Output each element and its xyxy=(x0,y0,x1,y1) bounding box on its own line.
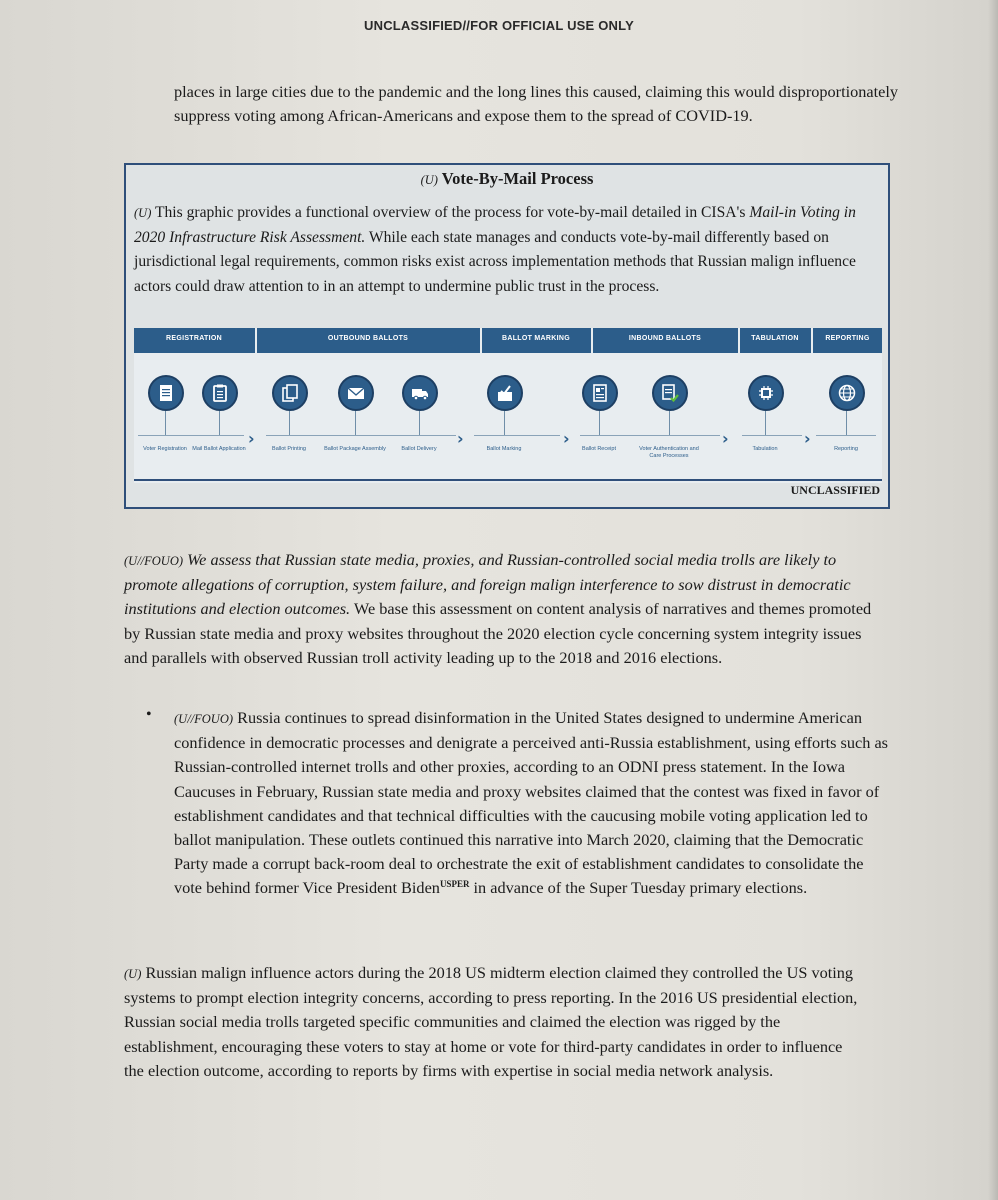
step-stem xyxy=(165,411,166,435)
box-body-part2: While each state manages and conducts vote-by-mail differently based on jurisdictional legal requirements, common risks exist across implementation methods that Russian malign influence actors could draw attention to in an attempt to undermine public trust in the process. xyxy=(134,228,856,295)
step-label-voter-registration: Voter Registration xyxy=(143,446,187,452)
box-title xyxy=(126,169,888,189)
assessment-key-judgment: We assess that Russian state media, proxies, and Russian-controlled social media trolls are likely to promote allegations of corruption, system failure, and foreign malign interference to sow distrust in democratic institutions and election outcomes. xyxy=(124,550,851,619)
step-stem xyxy=(219,411,220,435)
process-graphic xyxy=(134,328,882,483)
phase-inbound-ballots: INBOUND BALLOTS xyxy=(628,335,702,342)
step-stem xyxy=(289,411,290,435)
bullet-text-end: in advance of the Super Tuesday primary elections. xyxy=(473,878,808,898)
ballot-box-icon xyxy=(487,375,523,411)
chevron-right-icon: › xyxy=(457,429,464,448)
chevron-right-icon: › xyxy=(722,429,729,448)
phase-reporting: REPORTING xyxy=(825,335,870,342)
step-label-tabulation: Tabulation xyxy=(752,446,778,452)
bullet-text: Russia continues to spread disinformation in the United States designed to undermine American confidence in democratic processes and denigrate a perceived anti-Russia establishment, using efforts such as Russian-controlled internet trolls and other proxies, according to an ODNI press statement. In the Iowa Caucuses in February, Russian state media and proxy websites claimed that the contest was fixed in favor of establishment candidates and that technical difficulties with the caucusing mobile voting application led to ballot manipulation. These outlets continued this narrative into March 2020, claiming that the Democratic Party made a corrupt back-room deal to orchestrate the exit of establishment candidates to consolidate the vote behind former Vice President Biden xyxy=(174,708,889,898)
step-label-reporting: Reporting xyxy=(834,446,858,452)
step-stem xyxy=(504,411,505,435)
box-body-part1: This graphic provides a functional overview of the process for vote-by-mail detailed in CISA's xyxy=(154,204,746,221)
step-label-ballot-printing: Ballot Printing xyxy=(272,446,306,452)
step-stem xyxy=(765,411,766,435)
timeline-segment xyxy=(138,435,244,436)
box-body-marking: (U) xyxy=(134,206,152,220)
page-edge-shadow xyxy=(988,0,998,1200)
step-stem xyxy=(846,411,847,435)
box-title-marking: (U) xyxy=(420,173,438,187)
timeline-segment xyxy=(816,435,876,436)
assessment-basis: We base this assessment on content analysis of narratives and themes promoted by Russian state media and proxy websites throughout the 2020 election cycle concerning system integrity issues and parallels with observed Russian troll activity leading up to the 2018 and 2016 elections. xyxy=(124,599,872,667)
step-label-ballot-package-assembly: Ballot Package Assembly xyxy=(324,446,386,452)
document-icon xyxy=(148,375,184,411)
assessment-marking: (U//FOUO) xyxy=(124,554,184,568)
step-label-ballot-marking: Ballot Marking xyxy=(486,446,522,452)
step-label-ballot-receipt: Ballot Receipt xyxy=(582,446,616,452)
server-icon xyxy=(748,375,784,411)
final-text: Russian malign influence actors during the 2018 US midterm election claimed they controlled the US voting systems to prompt election integrity concerns, according to press reporting. In the 2016 US presidential election, Russian social media trolls targeted specific communities and claimed the election was rigged by the establishment, encouraging these voters to stay at home or vote for third-party candidates in order to influence the election outcome, according to reports by firms with expertise in social media network analysis. xyxy=(124,963,858,1080)
phase-tabulation: TABULATION xyxy=(751,335,799,342)
box-footer xyxy=(134,479,882,501)
intro-paragraph: places in large cities due to the pandemic and the long lines this caused, claiming this would disproportionately suppress voting among African-Americans and expose them to the spread of COVID-19. xyxy=(174,82,899,126)
chevron-right-icon: › xyxy=(804,429,811,448)
timeline-segment xyxy=(474,435,560,436)
print-icon xyxy=(272,375,308,411)
step-stem xyxy=(355,411,356,435)
vote-by-mail-box xyxy=(124,163,890,509)
step-stem xyxy=(669,411,670,435)
check-document-icon xyxy=(652,375,688,411)
truck-icon xyxy=(402,375,438,411)
step-label-ballot-delivery: Ballot Delivery xyxy=(401,446,437,452)
classification-banner: UNCLASSIFIED//FOR OFFICIAL USE ONLY xyxy=(364,18,634,33)
step-stem xyxy=(599,411,600,435)
receipt-icon xyxy=(582,375,618,411)
step-stem xyxy=(419,411,420,435)
assessment-paragraph xyxy=(124,548,884,670)
phase-ballot-marking: BALLOT MARKING xyxy=(502,335,570,342)
final-paragraph xyxy=(124,961,864,1083)
globe-icon xyxy=(829,375,865,411)
envelope-icon xyxy=(338,375,374,411)
phase-registration: REGISTRATION xyxy=(166,335,222,342)
box-body-report-title: Mail-in Voting in 2020 Infrastructure Risk Assessment. xyxy=(134,204,856,246)
usper-marker: USPER xyxy=(439,879,470,890)
clipboard-icon xyxy=(202,375,238,411)
phase-bar xyxy=(134,328,882,353)
bullet-marking: (U//FOUO) xyxy=(174,712,234,726)
box-description xyxy=(134,201,874,299)
timeline-segment xyxy=(742,435,802,436)
timeline-segment xyxy=(266,435,456,436)
box-classification-marking: UNCLASSIFIED xyxy=(790,483,880,497)
box-title-text: Vote-By-Mail Process xyxy=(441,169,594,188)
bullet-point: • xyxy=(146,706,152,723)
step-label-voter-authentication: Voter Authentication and Care Processes xyxy=(639,446,699,459)
phase-outbound-ballots: OUTBOUND BALLOTS xyxy=(327,335,409,342)
bullet-paragraph xyxy=(174,706,894,901)
timeline-segment xyxy=(580,435,720,436)
chevron-right-icon: › xyxy=(563,429,570,448)
step-label-mail-ballot-application: Mail Ballot Application xyxy=(192,446,246,452)
chevron-right-icon: › xyxy=(248,429,255,448)
final-marking: (U) xyxy=(124,967,142,981)
